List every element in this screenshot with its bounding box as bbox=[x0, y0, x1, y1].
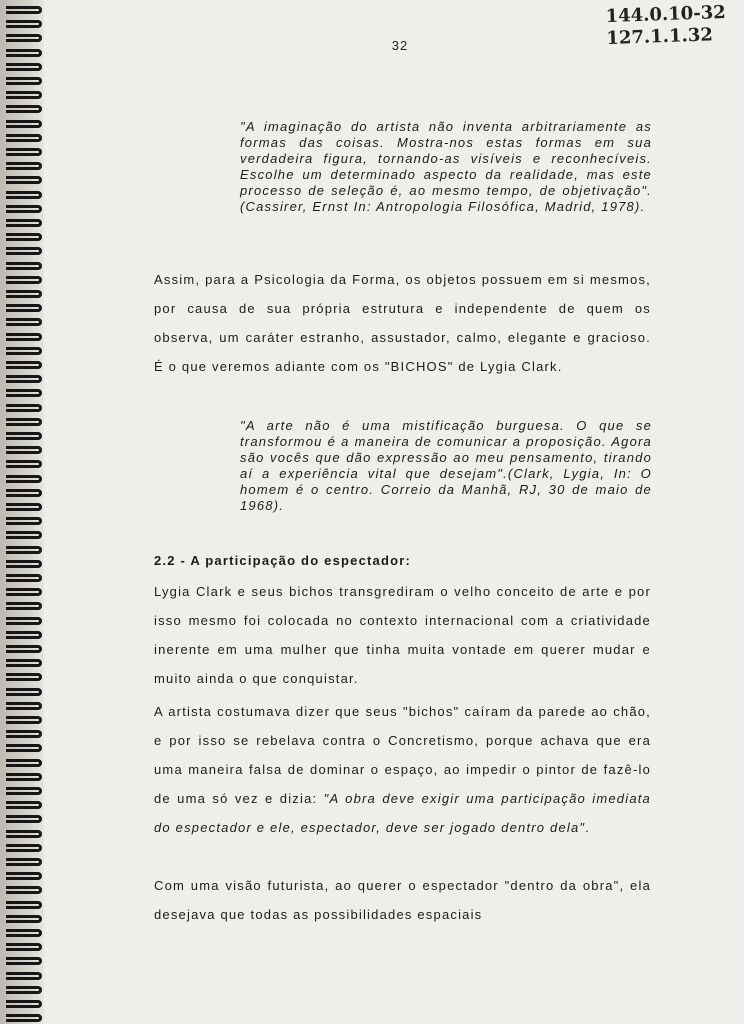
paragraph-concretismo-text: A artista costumava dizer que seus "bichos" caíram da parede ao chão, e por isso se rebelava contra o Concretismo, porque achava que era uma maneira falsa de dominar o espaço, ao impedir o pintor de fazê-lo de uma só vez e dizia: bbox=[154, 704, 651, 806]
paragraph-concretismo-quote: "A obra deve exigir uma participação imediata do espectador e ele, espectador, deve ser jogado dentro dela" bbox=[154, 791, 651, 835]
binding-coil bbox=[6, 787, 42, 795]
binding-coil bbox=[6, 233, 42, 241]
handwritten-note bbox=[605, 2, 727, 50]
binding-coil bbox=[6, 105, 42, 113]
binding-coil bbox=[6, 20, 42, 28]
binding-coil bbox=[6, 844, 42, 852]
binding-coil bbox=[6, 460, 42, 468]
block-quote-cassirer: "A imaginação do artista não inventa arbitrariamente as formas das coisas. Mostra-nos estas formas em sua verdadeira figura, tornando-as visíveis e reconhecíveis. Escolhe um determinado aspecto da realidade, mas este processo de seleção é, ao mesmo tempo, de objetivação". (Cassirer, Ernst In: Antropologia Filosófica, Madrid, 1978). bbox=[240, 119, 652, 214]
binding-coil bbox=[6, 404, 42, 412]
paragraph-psicologia-forma: Assim, para a Psicologia da Forma, os objetos possuem em si mesmos, por causa de sua própria estrutura e independente de quem os observa, um caráter estranho, assustador, calmo, elegante e gracioso. É o que veremos adiante com os "BICHOS" de Lygia Clark. bbox=[154, 272, 651, 374]
binding-coil bbox=[6, 830, 42, 838]
binding-coil bbox=[6, 120, 42, 128]
binding-coil bbox=[6, 389, 42, 397]
page-number: 32 bbox=[391, 38, 409, 53]
binding-coil bbox=[6, 986, 42, 994]
binding-coil bbox=[6, 361, 42, 369]
binding-coil bbox=[6, 972, 42, 980]
binding-coil bbox=[6, 546, 42, 554]
binding-coil bbox=[6, 858, 42, 866]
binding-coil bbox=[6, 617, 42, 625]
binding-coil bbox=[6, 276, 42, 284]
binding-coil bbox=[6, 716, 42, 724]
binding-coil bbox=[6, 176, 42, 184]
binding-coil bbox=[6, 759, 42, 767]
binding-coil bbox=[6, 503, 42, 511]
binding-coil bbox=[6, 631, 42, 639]
binding-coil bbox=[6, 574, 42, 582]
binding-coil bbox=[6, 148, 42, 156]
binding-coil bbox=[6, 1000, 42, 1008]
binding-coil bbox=[6, 162, 42, 170]
binding-coil bbox=[6, 489, 42, 497]
binding-coil bbox=[6, 91, 42, 99]
binding-coil bbox=[6, 730, 42, 738]
binding-coil bbox=[6, 6, 42, 14]
binding-coil bbox=[6, 901, 42, 909]
paragraph-concretismo-end: . bbox=[585, 820, 591, 835]
binding-coil bbox=[6, 531, 42, 539]
binding-coil bbox=[6, 929, 42, 937]
binding-coil bbox=[6, 205, 42, 213]
binding-coil bbox=[6, 773, 42, 781]
binding-coil bbox=[6, 872, 42, 880]
binding-coil bbox=[6, 886, 42, 894]
binding-coil bbox=[6, 688, 42, 696]
binding-coil bbox=[6, 63, 42, 71]
binding-coil bbox=[6, 943, 42, 951]
paragraph-visao-futurista: Com uma visão futurista, ao querer o espectador "dentro da obra", ela desejava que todas as possibilidades espaciais bbox=[154, 878, 651, 922]
binding-coil bbox=[6, 957, 42, 965]
binding-coil bbox=[6, 673, 42, 681]
binding-coil bbox=[6, 446, 42, 454]
binding-coil bbox=[6, 517, 42, 525]
binding-coil bbox=[6, 815, 42, 823]
binding-coil bbox=[6, 744, 42, 752]
binding-coil bbox=[6, 1014, 42, 1022]
binding-coil bbox=[6, 347, 42, 355]
section-heading: 2.2 - A participação do espectador: bbox=[154, 553, 412, 568]
binding-coil bbox=[6, 560, 42, 568]
binding-coil bbox=[6, 262, 42, 270]
binding-coil bbox=[6, 475, 42, 483]
binding-coil bbox=[6, 645, 42, 653]
binding-coil bbox=[6, 333, 42, 341]
binding-coil bbox=[6, 659, 42, 667]
binding-coil bbox=[6, 77, 42, 85]
binding-coil bbox=[6, 134, 42, 142]
binding-coil bbox=[6, 375, 42, 383]
binding-coil bbox=[6, 432, 42, 440]
binding-coil bbox=[6, 702, 42, 710]
binding-coil bbox=[6, 915, 42, 923]
spiral-binding bbox=[0, 0, 44, 1024]
binding-coil bbox=[6, 219, 42, 227]
binding-coil bbox=[6, 304, 42, 312]
binding-coil bbox=[6, 247, 42, 255]
binding-coil bbox=[6, 588, 42, 596]
paragraph-concretismo bbox=[154, 697, 651, 842]
handwritten-line-2: 127.1.1.32 bbox=[605, 24, 713, 50]
binding-coil bbox=[6, 191, 42, 199]
block-quote-clark: "A arte não é uma mistificação burguesa. O que se transformou é a maneira de comunicar a proposição. Agora são vocês que dão expressão ao meu pensamento, tirando aí a experiência vital que desejam".(Clark, Lygia, In: O homem é o centro. Correio da Manhã, RJ, 30 de maio de 1968). bbox=[240, 418, 652, 513]
paragraph-transgressao: Lygia Clark e seus bichos transgrediram o velho conceito de arte e por isso mesmo foi colocada no contexto internacional com a criatividade inerente em uma mulher que tinha muita vontade em querer mudar e muito ainda o que conquistar. bbox=[154, 584, 651, 686]
binding-coil bbox=[6, 318, 42, 326]
binding-coil bbox=[6, 290, 42, 298]
binding-coil bbox=[6, 418, 42, 426]
binding-coil bbox=[6, 801, 42, 809]
handwritten-line-1: 144.0.10-32 bbox=[605, 1, 726, 28]
binding-coil bbox=[6, 602, 42, 610]
